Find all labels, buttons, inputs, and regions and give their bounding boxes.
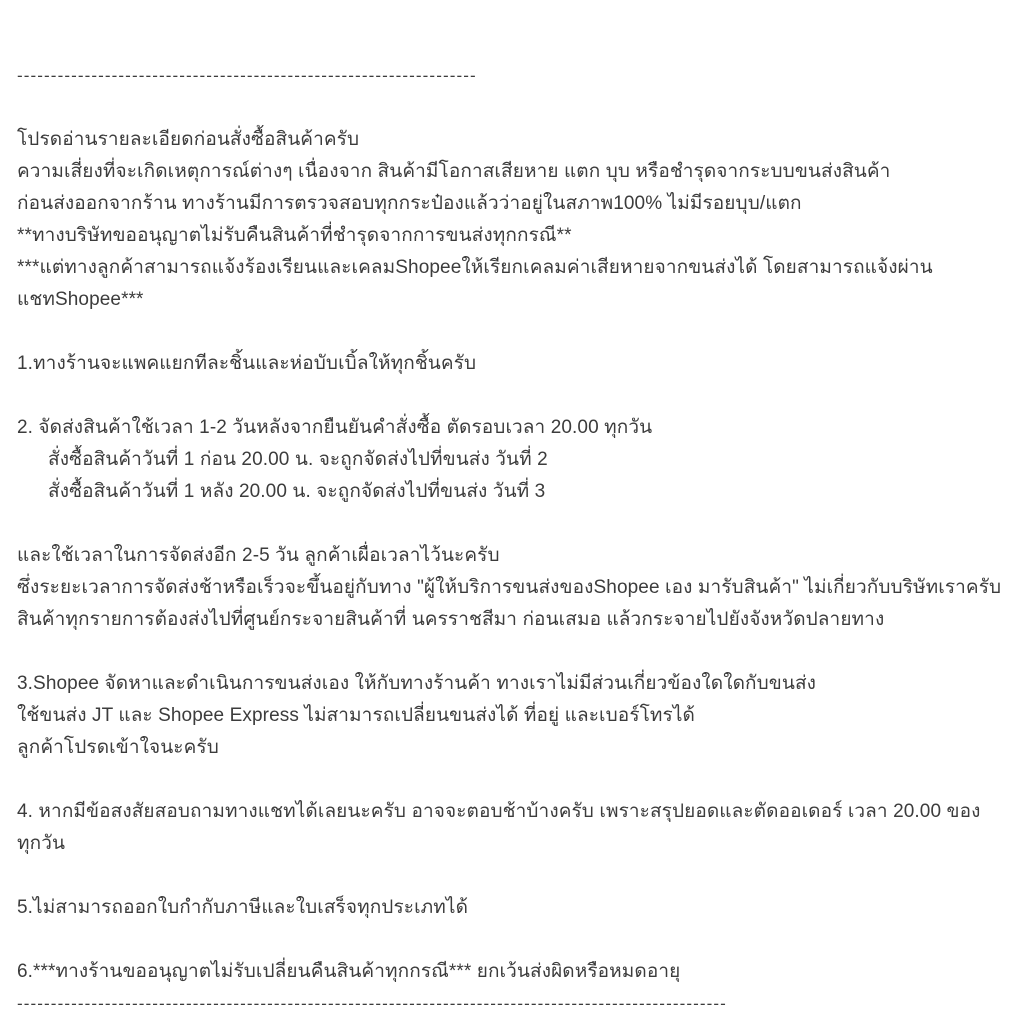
text-line: 5.ไม่สามารถออกใบกำกับภาษีและใบเสร็จทุกประเภทได้ [17,897,469,918]
text-line: ***แต่ทางลูกค้าสามารถแจ้งร้องเรียนและเคลมShopeeให้เรียกเคลมค่าเสียหายจากขนส่งได้ โดยสามารถแจ้งผ่านแชทShopee*** [17,257,933,310]
blank-line [17,92,1004,124]
text-line: 4. หากมีข้อสงสัยสอบถามทางแชทได้เลยนะครับ อาจจะตอบช้าบ้างครับ เพราะสรุปยอดและตัดออเดอร์ เวลา 20.00 ของทุกวัน [17,801,981,854]
text-line: 2. จัดส่งสินค้าใช้เวลา 1-2 วันหลังจากยืนยันคำสั่งซื้อ ตัดรอบเวลา 20.00 ทุกวัน [17,417,653,438]
text-line: ลูกค้าโปรดเข้าใจนะครับ [17,737,219,758]
blank-line [17,636,1004,668]
dashed-divider: -------------------------------------------------------------------- [17,66,477,85]
text-line: โปรดอ่านรายละเอียดก่อนสั่งซื้อสินค้าครับ [17,129,360,150]
blank-line [17,924,1004,956]
dashed-divider: --------------------------------------------------------------------------------------------------------- [17,994,727,1013]
text-line: 3.Shopee จัดหาและดำเนินการขนส่งเอง ให้กับทางร้านค้า ทางเราไม่มีส่วนเกี่ยวข้องใดใดกับขนส่ง [17,673,817,694]
text-line: **ทางบริษัทขออนุญาตไม่รับคืนสินค้าที่ชำรุดจากการขนส่งทุกกรณี** [17,225,572,246]
blank-line [17,380,1004,412]
text-line: สั่งซื้อสินค้าวันที่ 1 หลัง 20.00 น. จะถูกจัดส่งไปที่ขนส่ง วันที่ 3 [48,481,546,502]
text-line: 1.ทางร้านจะแพคแยกทีละชิ้นและห่อบับเบิ้ลให้ทุกชิ้นครับ [17,353,477,374]
blank-line [17,764,1004,796]
text-line: ใช้ขนส่ง JT และ Shopee Express ไม่สามารถเปลี่ยนขนส่งได้ ที่อยู่ และเบอร์โทรได้ [17,705,695,726]
text-line: ก่อนส่งออกจากร้าน ทางร้านมีการตรวจสอบทุกกระป๋องแล้วว่าอยู่ในสภาพ100% ไม่มีรอยบุบ/แตก [17,193,802,214]
blank-line [17,508,1004,540]
text-line: และใช้เวลาในการจัดส่งอีก 2-5 วัน ลูกค้าเผื่อเวลาไว้นะครับ [17,545,500,566]
blank-line [17,316,1004,348]
blank-line [17,860,1004,892]
text-line: ซึ่งระยะเวลาการจัดส่งช้าหรือเร็วจะขึ้นอยู่กับทาง "ผู้ให้บริการขนส่งของShopee เอง มารับสินค้า" ไม่เกี่ยวกับบริษัทเราครับ [17,577,1002,598]
text-line: สินค้าทุกรายการต้องส่งไปที่ศูนย์กระจายสินค้าที่ นครราชสีมา ก่อนเสมอ แล้วกระจายไปยังจังหวัดปลายทาง [17,609,885,630]
text-line: สั่งซื้อสินค้าวันที่ 1 ก่อน 20.00 น. จะถูกจัดส่งไปที่ขนส่ง วันที่ 2 [48,449,548,470]
text-line: ความเสี่ยงที่จะเกิดเหตุการณ์ต่างๆ เนื่องจาก สินค้ามีโอกาสเสียหาย แตก บุบ หรือชำรุดจากระบบขนส่งสินค้า [17,161,891,182]
text-line: 6.***ทางร้านขออนุญาตไม่รับเปลี่ยนคืนสินค้าทุกกรณี*** ยกเว้นส่งผิดหรือหมดอายุ [17,961,681,982]
